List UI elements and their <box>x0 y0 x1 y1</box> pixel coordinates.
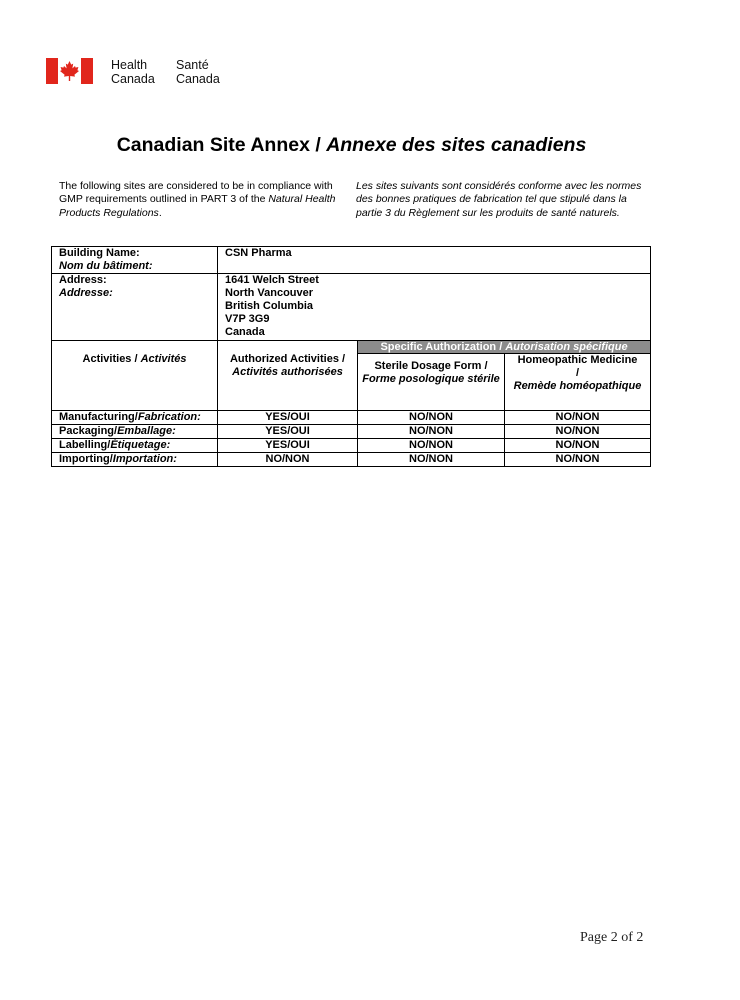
authorized-value: YES/OUI <box>218 411 358 425</box>
address-label-en: Address: <box>59 274 107 286</box>
activities-header-fr: Activités <box>140 353 187 365</box>
authorized-header-fr: Activités authorisées <box>232 366 343 378</box>
specific-header-fr: Autorisation spécifique <box>505 341 628 353</box>
homeo-header-sep: / <box>575 367 580 379</box>
address-line: North Vancouver <box>225 287 314 299</box>
activity-label-en: Packaging/ <box>59 425 118 437</box>
address-row <box>52 274 651 341</box>
specific-authorization-header <box>358 341 651 354</box>
page-title-fr: Annexe des sites canadiens <box>326 134 587 156</box>
address-value-cell <box>218 274 651 341</box>
brand-fr-line1: Santé <box>176 58 209 72</box>
building-label-fr: Nom du bâtiment: <box>59 260 153 272</box>
building-label-cell <box>52 247 218 274</box>
activity-label-en: Labelling/ <box>59 439 111 451</box>
page-title <box>0 134 703 157</box>
activity-label-fr: Importation: <box>112 453 177 465</box>
activities-header <box>52 341 218 411</box>
address-line: Canada <box>225 326 265 338</box>
intro-en <box>59 180 349 220</box>
table-row <box>52 411 651 425</box>
sterile-header <box>358 354 505 411</box>
homeo-header-en: Homeopathic Medicine <box>517 354 638 366</box>
intro-en-end: . <box>158 206 162 219</box>
building-row <box>52 247 651 274</box>
address-line: 1641 Welch Street <box>225 274 319 286</box>
sterile-value: NO/NON <box>358 439 505 453</box>
sterile-value: NO/NON <box>358 453 505 467</box>
intro-en-regulation: Natural Health Products Regulations <box>59 193 336 219</box>
authorized-value: YES/OUI <box>218 439 358 453</box>
homeopathic-header <box>505 354 651 411</box>
authorized-value: YES/OUI <box>218 425 358 439</box>
homeopathic-value: NO/NON <box>505 453 651 467</box>
homeo-header-fr: Remède homéopathique <box>513 380 642 392</box>
intro-en-text: The following sites are considered to be in compliance with GMP requirements outlined in PART 3 of the <box>59 180 333 206</box>
homeopathic-value: NO/NON <box>505 439 651 453</box>
activity-label-fr: Fabrication: <box>137 411 201 423</box>
homeopathic-value: NO/NON <box>505 425 651 439</box>
specific-header-en: Specific Authorization / <box>380 341 503 353</box>
building-label-en: Building Name: <box>59 247 140 259</box>
homeopathic-value: NO/NON <box>505 411 651 425</box>
brand-fr <box>176 58 220 86</box>
sterile-header-en: Sterile Dosage Form / <box>374 360 488 372</box>
sterile-value: NO/NON <box>358 411 505 425</box>
brand-en <box>111 58 155 86</box>
table-row <box>52 425 651 439</box>
activity-label-fr: Étiquetage: <box>110 439 171 451</box>
page-number: Page 2 of 2 <box>580 930 644 945</box>
address-label-fr: Addresse: <box>59 287 113 299</box>
sterile-header-fr: Forme posologique stérile <box>362 373 500 385</box>
activity-label <box>52 453 218 467</box>
address-label-cell <box>52 274 218 341</box>
header-row-1 <box>52 341 651 354</box>
site-annex-table <box>51 246 651 467</box>
activity-label <box>52 425 218 439</box>
activity-label-en: Manufacturing/ <box>59 411 138 423</box>
authorized-value: NO/NON <box>218 453 358 467</box>
activity-label <box>52 439 218 453</box>
brand-en-line2: Canada <box>111 72 155 86</box>
sterile-value: NO/NON <box>358 425 505 439</box>
address-line: V7P 3G9 <box>225 313 270 325</box>
activity-label-fr: Emballage: <box>117 425 176 437</box>
activity-label <box>52 411 218 425</box>
building-value: CSN Pharma <box>218 247 651 274</box>
table-row <box>52 453 651 467</box>
brand-en-line1: Health <box>111 58 148 72</box>
activities-header-en: Activities / <box>82 353 138 365</box>
table-row <box>52 439 651 453</box>
intro-fr: Les sites suivants sont considérés conforme avec les normes des bonnes pratiques de fabrication tel que stipulé dans la partie 3 du Règlement sur les produits de santé naturels. <box>356 180 642 219</box>
activity-label-en: Importing/ <box>59 453 113 465</box>
canada-flag-icon <box>46 58 93 84</box>
address-line: British Columbia <box>225 300 314 312</box>
authorized-header <box>218 341 358 411</box>
authorized-header-en: Authorized Activities / <box>229 353 346 365</box>
brand-fr-line2: Canada <box>176 72 220 86</box>
page-title-en: Canadian Site Annex / <box>116 134 321 156</box>
